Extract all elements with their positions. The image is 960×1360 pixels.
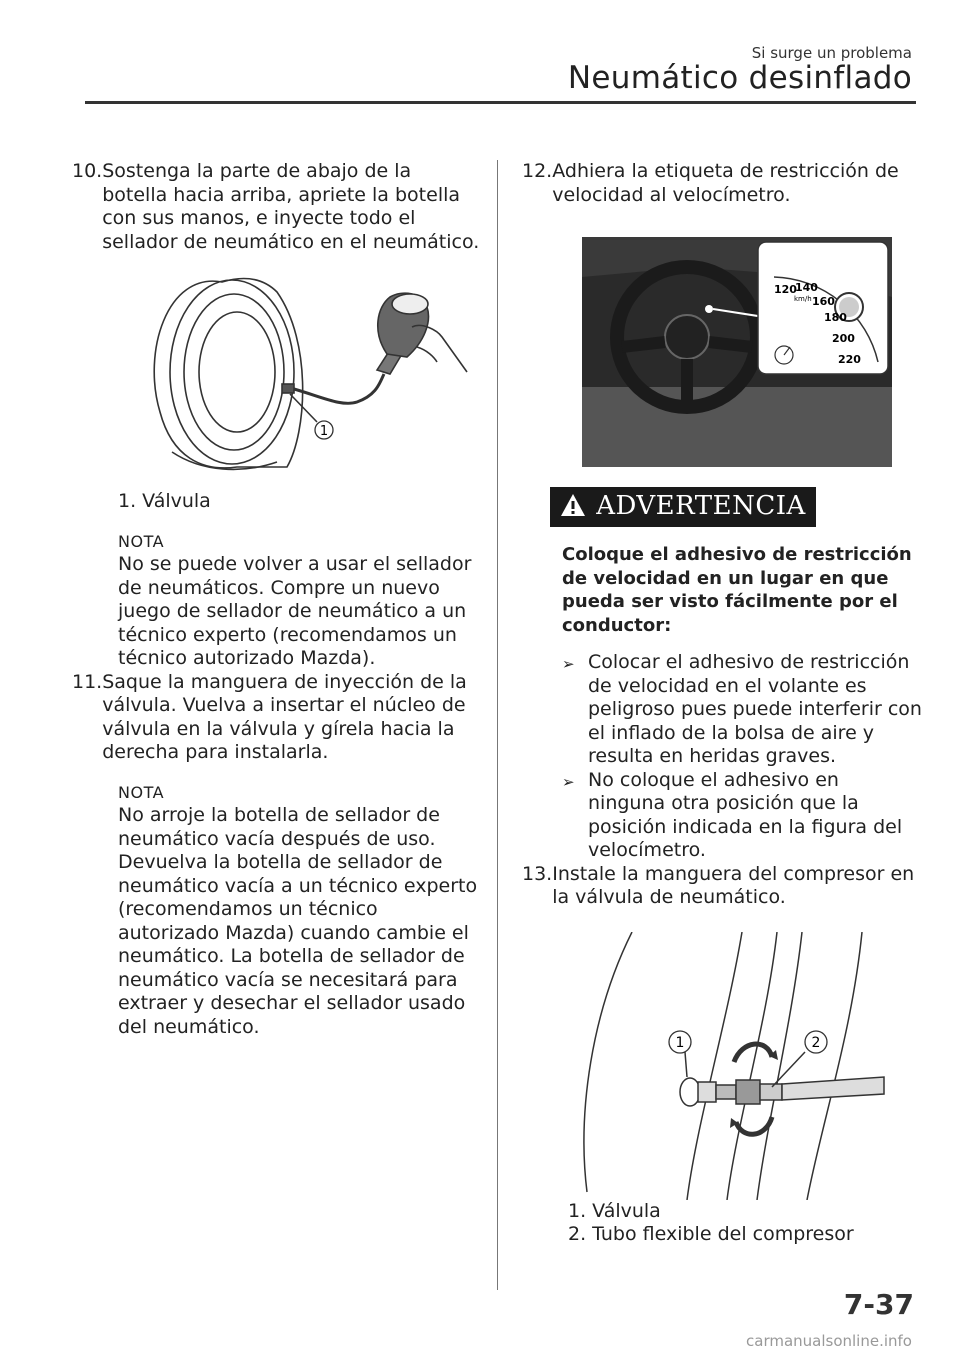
warning-banner <box>550 487 816 527</box>
speedo-tick: 200 <box>832 332 855 345</box>
speedo-tick: 140 <box>795 281 818 294</box>
arrow-bullet-icon: ➢ <box>562 772 575 791</box>
step-11 <box>72 671 482 765</box>
compressor-hose-figure <box>522 932 922 1200</box>
warning-label: ADVERTENCIA <box>596 491 806 522</box>
figure-caption: 1. Válvula <box>118 490 211 512</box>
tire-injection-figure <box>72 262 482 484</box>
column-divider <box>497 160 498 1290</box>
callout-label: 1 <box>675 1034 685 1051</box>
header-rule <box>85 101 916 104</box>
figure-caption: 1. Válvula <box>568 1199 661 1222</box>
step-number: 10. <box>72 160 103 182</box>
warning-bullets <box>562 651 922 863</box>
page-title: Neumático desinflado <box>567 60 912 96</box>
note-body: No arroje la botella de sellador de neumático vacía después de uso. Devuelva la botella de sellador de neumático vacía a un técnico experto (recomendamos un técnico autorizado Mazda) cuando cambie el neumático. La botella de sellador de neumático vacía se necesitará para extraer y desechar el sellador usado del neumático. <box>118 804 478 1038</box>
valve-hose-illustration <box>522 932 922 1200</box>
warning-bullet <box>562 769 922 863</box>
step-13 <box>522 863 922 910</box>
step-text: Sostenga la parte de abajo de la botella hacia arriba, apriete la botella con sus manos, e inyecte todo el sellador de neumático en el neumático. <box>102 160 480 253</box>
warning-bullet <box>562 651 922 769</box>
step-text: Adhiera la etiqueta de restricción de velocidad al velocímetro. <box>552 160 899 206</box>
note-heading: NOTA <box>118 782 165 802</box>
step-text: Instale la manguera del compresor en la válvula de neumático. <box>552 862 915 908</box>
arrow-bullet-icon: ➢ <box>562 655 575 673</box>
speedo-tick: 120 <box>774 283 797 296</box>
tire-bottle-illustration <box>72 262 482 484</box>
speedometer-figure <box>522 237 922 477</box>
step-12 <box>522 160 922 207</box>
dashboard-illustration <box>522 237 922 477</box>
section-label: Si surge un problema <box>751 44 912 62</box>
speedo-tick: 180 <box>824 311 847 324</box>
step-number: 13. <box>522 862 553 885</box>
step-number: 12. <box>522 160 553 182</box>
step-10 <box>72 160 482 254</box>
bullet-text: Colocar el adhesivo de restricción de velocidad en el volante es peligroso pues puede interferir con el inflado de la bolsa de aire y resulta en heridas graves. <box>588 651 922 767</box>
step-text: Saque la manguera de inyección de la válvula. Vuelva a insertar el núcleo de válvula en la válvula y gírela hacia la derecha para instalarla. <box>102 670 467 763</box>
speedo-tick: 160 <box>812 295 835 308</box>
warning-statement: Coloque el adhesivo de restricción de velocidad en un lugar en que pueda ser visto fácilmente por el conductor: <box>562 544 912 636</box>
speedo-tick: 220 <box>838 353 861 366</box>
warning-icon <box>560 493 586 522</box>
right-column <box>522 160 922 1247</box>
note-body: No se puede volver a usar el sellador de neumáticos. Compre un nuevo juego de sellador de neumático a un técnico experto (recomendamos un técnico autorizado Mazda). <box>118 553 472 669</box>
callout-label: 1 <box>319 424 329 439</box>
figure-caption: 2. Tubo flexible del compresor <box>568 1223 854 1245</box>
bullet-text: No coloque el adhesivo en ninguna otra posición que la posición indicada en la figura del velocímetro. <box>588 768 903 861</box>
speedo-unit: km/h <box>794 295 812 303</box>
note-heading: NOTA <box>118 531 165 551</box>
watermark: carmanualsonline.info <box>746 1332 912 1350</box>
step-number: 11. <box>72 670 103 693</box>
left-column <box>72 160 482 1039</box>
callout-label: 2 <box>811 1034 821 1051</box>
page-number: 7-37 <box>843 1288 914 1321</box>
